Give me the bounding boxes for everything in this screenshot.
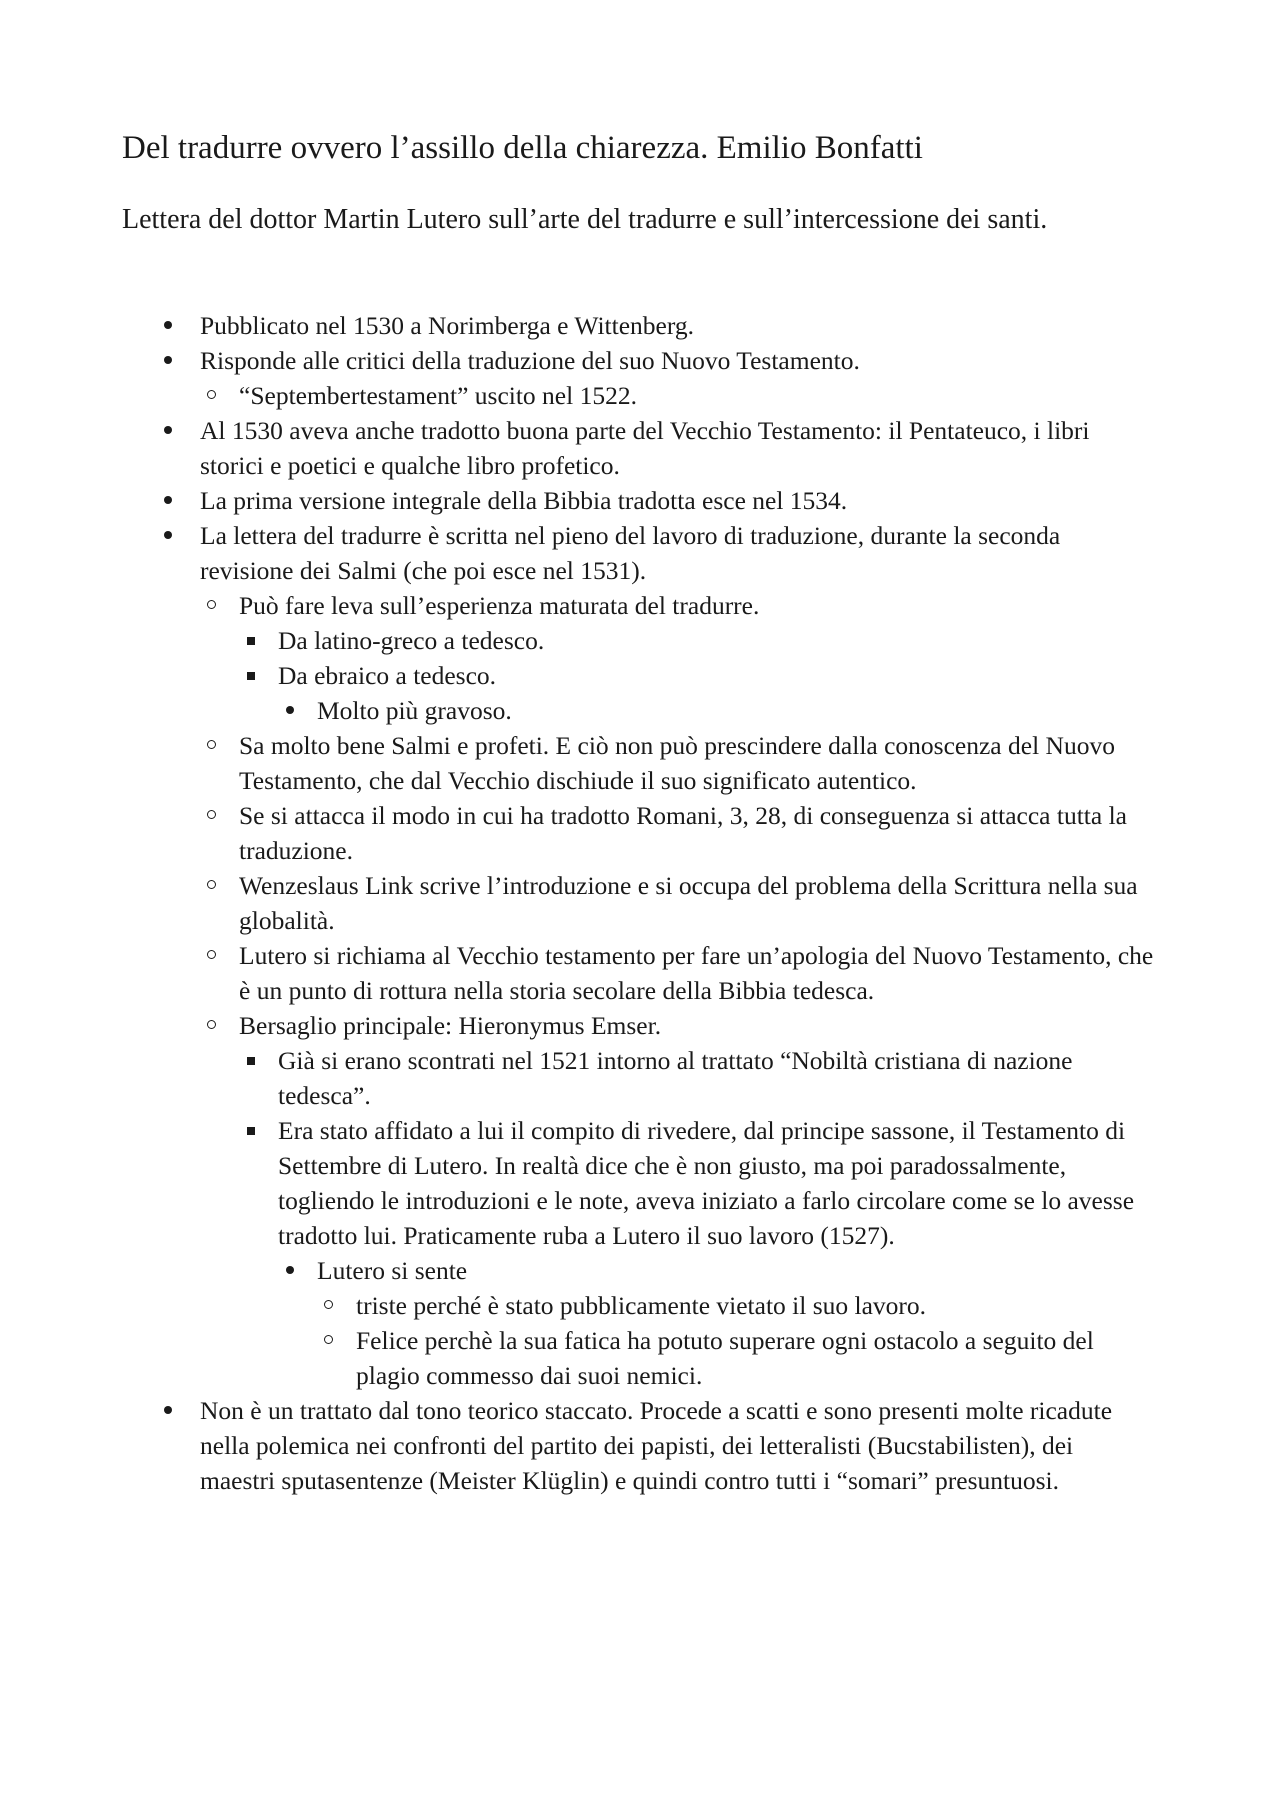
list-item: La lettera del tradurre è scritta nel pieno del lavoro di traduzione, durante la seconda revisione dei Salmi (che poi esce nel 1531). bbox=[0, 518, 1280, 588]
list-item: Lutero si sente bbox=[0, 1253, 1280, 1288]
list-item: Già si erano scontrati nel 1521 intorno al trattato “Nobiltà cristiana di nazione tedesca”. bbox=[0, 1043, 1280, 1113]
bullet-circle-icon bbox=[205, 798, 221, 833]
bullet-square-icon bbox=[244, 1113, 260, 1148]
list-item: Pubblicato nel 1530 a Norimberga e Wittenberg. bbox=[0, 308, 1280, 343]
document-title: Del tradurre ovvero l’assillo della chiarezza. Emilio Bonfatti bbox=[122, 130, 923, 166]
list-item: Non è un trattato dal tono teorico staccato. Procede a scatti e sono presenti molte ricadute nella polemica nei confronti del partito dei papisti, dei letteralisti (Bucstabilisten), dei maestri sputasentenze (Meister Klüglin) e quindi contro tutti i “somari” presuntuosi. bbox=[0, 1393, 1280, 1498]
list-item: Bersaglio principale: Hieronymus Emser. bbox=[0, 1008, 1280, 1043]
list-item: Lutero si richiama al Vecchio testamento per fare un’apologia del Nuovo Testamento, che è un punto di rottura nella storia secolare della Bibbia tedesca. bbox=[0, 938, 1280, 1008]
list-item: Sa molto bene Salmi e profeti. E ciò non può prescindere dalla conoscenza del Nuovo Testamento, che dal Vecchio dischiude il suo significato autentico. bbox=[0, 728, 1280, 798]
bullet-disc-icon bbox=[161, 413, 177, 448]
bullet-disc-icon bbox=[161, 308, 177, 343]
bullet-circle-icon bbox=[205, 868, 221, 903]
bullet-square-icon bbox=[244, 623, 260, 658]
list-item: Risponde alle critici della traduzione del suo Nuovo Testamento. bbox=[0, 343, 1280, 378]
list-item: Può fare leva sull’esperienza maturata del tradurre. bbox=[0, 588, 1280, 623]
list-item: La prima versione integrale della Bibbia tradotta esce nel 1534. bbox=[0, 483, 1280, 518]
bullet-disc-icon bbox=[283, 1253, 299, 1288]
bullet-square-icon bbox=[244, 1043, 260, 1078]
list-item: Wenzeslaus Link scrive l’introduzione e si occupa del problema della Scrittura nella sua globalità. bbox=[0, 868, 1280, 938]
list-item: “Septembertestament” uscito nel 1522. bbox=[0, 378, 1280, 413]
bullet-circle-icon bbox=[205, 1008, 221, 1043]
bullet-circle-icon bbox=[322, 1323, 338, 1358]
list-item: Felice perchè la sua fatica ha potuto superare ogni ostacolo a seguito del plagio commesso dai suoi nemici. bbox=[0, 1323, 1280, 1393]
document-subtitle: Lettera del dottor Martin Lutero sull’arte del tradurre e sull’intercessione dei santi. bbox=[122, 204, 1048, 235]
list-item: Da latino-greco a tedesco. bbox=[0, 623, 1280, 658]
bullet-disc-icon bbox=[161, 1393, 177, 1428]
list-item: Se si attacca il modo in cui ha tradotto Romani, 3, 28, di conseguenza si attacca tutta la traduzione. bbox=[0, 798, 1280, 868]
bullet-disc-icon bbox=[161, 343, 177, 378]
bullet-circle-icon bbox=[205, 378, 221, 413]
list-item: Molto più gravoso. bbox=[0, 693, 1280, 728]
bullet-circle-icon bbox=[205, 728, 221, 763]
bullet-square-icon bbox=[244, 658, 260, 693]
list-item: Al 1530 aveva anche tradotto buona parte del Vecchio Testamento: il Pentateuco, i libri storici e poetici e qualche libro profetico. bbox=[0, 413, 1280, 483]
bullet-disc-icon bbox=[161, 518, 177, 553]
bullet-circle-icon bbox=[205, 588, 221, 623]
list-item: triste perché è stato pubblicamente vietato il suo lavoro. bbox=[0, 1288, 1280, 1323]
bullet-circle-icon bbox=[322, 1288, 338, 1323]
bullet-outline bbox=[0, 308, 1280, 1498]
list-item: Era stato affidato a lui il compito di rivedere, dal principe sassone, il Testamento di Settembre di Lutero. In realtà dice che è non giusto, ma poi paradossalmente, togliendo le introduzioni e le note, aveva iniziato a farlo circolare come se lo avesse tradotto lui. Praticamente ruba a Lutero il suo lavoro (1527). bbox=[0, 1113, 1280, 1253]
bullet-disc-icon bbox=[283, 693, 299, 728]
bullet-circle-icon bbox=[205, 938, 221, 973]
bullet-disc-icon bbox=[161, 483, 177, 518]
list-item: Da ebraico a tedesco. bbox=[0, 658, 1280, 693]
